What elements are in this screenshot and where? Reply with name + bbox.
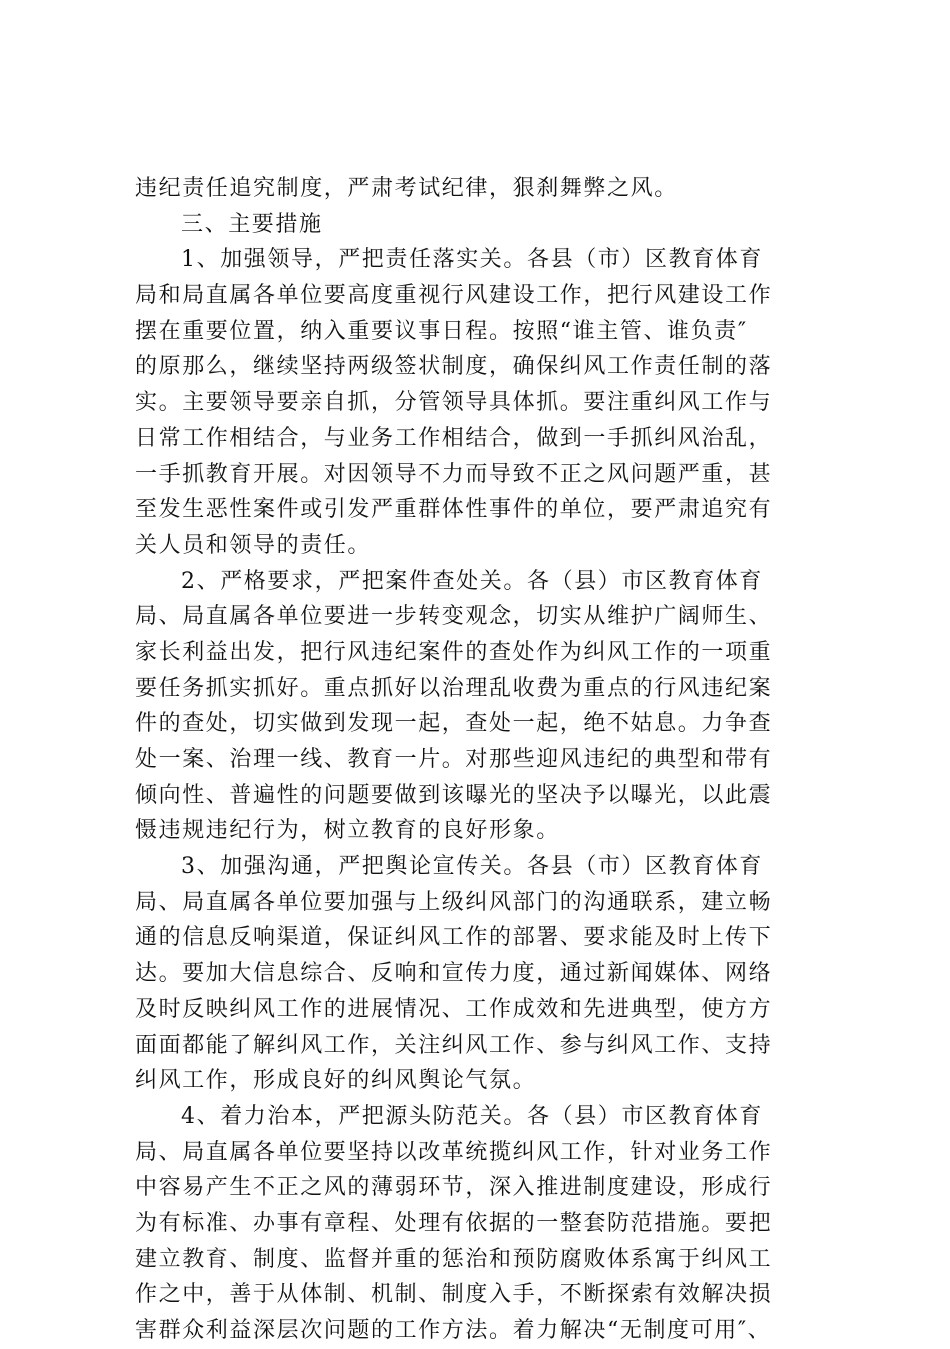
paragraph-3-line: 3、加强沟通，严把舆论宣传关。各县（市）区教育体育 — [181, 854, 763, 880]
paragraph-1-line: 局和局直属各单位要高度重视行风建设工作，把行风建设工作 — [135, 283, 773, 309]
paragraph-1-line: 日常工作相结合，与业务工作相结合，做到一手抓纠风治乱， — [135, 425, 773, 451]
paragraph-1-line: 至发生恶性案件或引发严重群体性事件的单位，要严肃追究有 — [135, 497, 773, 523]
paragraph-3-line: 达。要加大信息综合、反响和宣传力度，通过新闻媒体、网络 — [135, 961, 773, 987]
paragraph-2-line: 家长利益出发，把行风违纪案件的查处作为纠风工作的一项重 — [135, 639, 773, 665]
paragraph-2-line: 倾向性、普遍性的问题要做到该曝光的坚决予以曝光，以此震 — [135, 782, 773, 808]
paragraph-1-line: 一手抓教育开展。对因领导不力而导致不正之风问题严重，甚 — [135, 461, 773, 487]
text-line: 违纪责任追究制度，严肃考试纪律，狠刹舞弊之风。 — [135, 176, 678, 201]
paragraph-2-line: 处一案、治理一线、教育一片。对那些迎风违纪的典型和带有 — [135, 747, 773, 772]
paragraph-1-line: 关人员和领导的责任。 — [135, 532, 372, 558]
paragraph-2-line: 慑违规违纪行为，树立教育的良好形象。 — [135, 818, 560, 844]
paragraph-3-line: 面面都能了解纠风工作，关注纠风工作、参与纠风工作、支持 — [135, 1032, 773, 1058]
paragraph-1-line: 摆在重要位置，纳入重要议事日程。按照“谁主管、谁负责″ — [135, 318, 748, 344]
paragraph-3-line: 通的信息反响渠道，保证纠风工作的部署、要求能及时上传下 — [135, 925, 773, 951]
document-body — [135, 171, 825, 1349]
paragraph-2-line: 件的查处，切实做到发现一起，查处一起，绝不姑息。力争查 — [135, 711, 773, 737]
paragraph-4-line: 作之中，善于从体制、机制、制度入手，不断探索有效解决损 — [135, 1282, 773, 1308]
paragraph-4-line: 害群众利益深层次问题的工作方法。着力解决“无制度可用″、 — [135, 1318, 772, 1343]
paragraph-4-line: 中容易产生不正之风的薄弱环节，深入推进制度建设，形成行 — [135, 1175, 773, 1201]
paragraph-1-line: 的原那么，继续坚持两级签状制度，确保纠风工作责任制的落 — [135, 354, 773, 380]
paragraph-1-line: 实。主要领导要亲自抓，分管领导具体抓。要注重纠风工作与 — [135, 390, 773, 416]
paragraph-2-line: 局、局直属各单位要进一步转变观念，切实从维护广阔师生、 — [135, 604, 773, 630]
paragraph-2-line: 要任务抓实抓好。重点抓好以治理乱收费为重点的行风违纪案 — [135, 675, 773, 701]
paragraph-3-line: 及时反映纠风工作的进展情况、工作成效和先进典型，使方方 — [135, 996, 773, 1022]
paragraph-4-line: 为有标准、办事有章程、处理有依据的一整套防范措施。要把 — [135, 1210, 773, 1236]
paragraph-2-line: 2、严格要求，严把案件查处关。各（县）市区教育体育 — [181, 568, 763, 594]
paragraph-3-line: 纠风工作，形成良好的纠风舆论气氛。 — [135, 1068, 537, 1094]
paragraph-4-line: 4、着力治本，严把源头防范关。各（县）市区教育体育 — [181, 1103, 763, 1129]
paragraph-1-line: 1、加强领导，严把责任落实关。各县（市）区教育体育 — [181, 247, 763, 273]
paragraph-4-line: 局、局直属各单位要坚持以改革统揽纠风工作，针对业务工作 — [135, 1139, 773, 1165]
paragraph-4-line: 建立教育、制度、监督并重的惩治和预防腐败体系寓于纠风工 — [135, 1246, 773, 1272]
paragraph-3-line: 局、局直属各单位要加强与上级纠风部门的沟通联系，建立畅 — [135, 889, 773, 915]
section-heading: 三、主要措施 — [181, 211, 323, 237]
